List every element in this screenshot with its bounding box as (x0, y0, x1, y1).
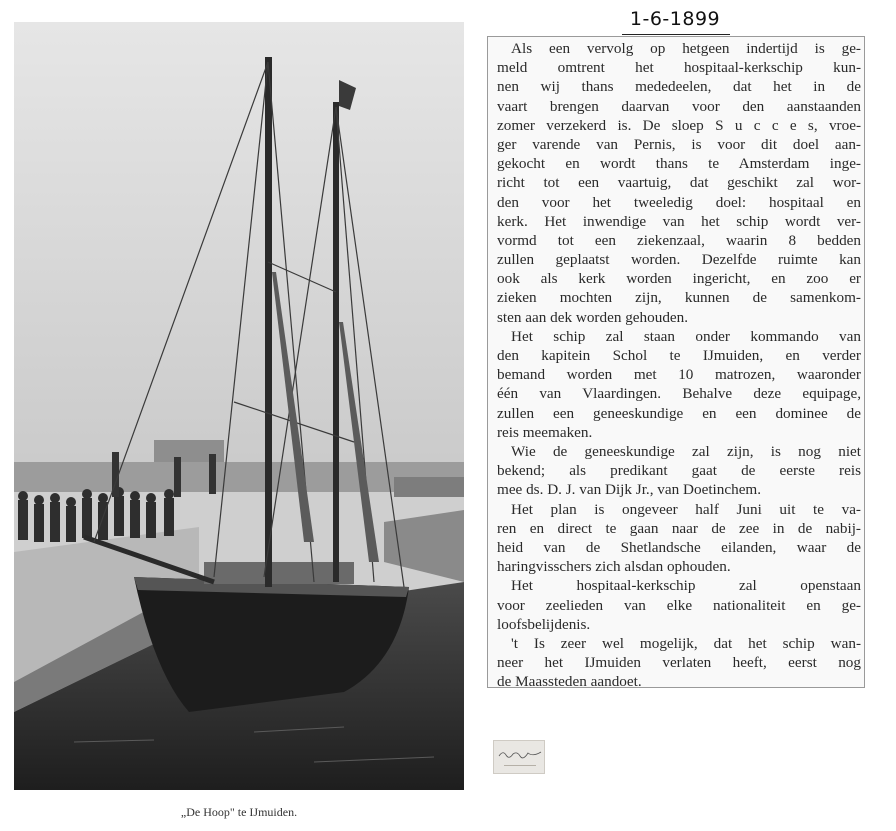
article-line: meld omtrent het hospitaal-kerkschip kun- (497, 59, 861, 77)
article-line: zieken mochten zijn, kunnen de samenkom- (497, 289, 861, 307)
article-line: Het hospitaal-kerkschip zal openstaan (511, 577, 861, 595)
article-line: Wie de geneeskundige zal zijn, is nog niet (511, 442, 861, 460)
stamp-rule (504, 765, 536, 766)
article-line: zomer verzekerd is. De sloep S u c c e s, vroe- (497, 116, 861, 134)
article-line: sten aan dek worden gehouden. (497, 308, 689, 326)
article-line: vormd tot een ziekenzaal, waarin 8 bedden (497, 231, 861, 249)
article-line: neer het IJmuiden verlaten heeft, eerst nog (497, 654, 861, 672)
signature-stamp (493, 740, 545, 774)
article-line: ger varende van Pernis, is voor dit doel aan- (497, 135, 861, 153)
article-line: haringvisschers zich alsdan ophouden. (497, 558, 731, 576)
date-label: 1-6-1899 (629, 8, 721, 30)
article-line: reis meemaken. (497, 423, 593, 441)
photo-caption: „De Hoop" te IJmuiden. (180, 805, 298, 819)
article-line: zullen een geneeskundige en een dominee de (497, 404, 861, 422)
article-line: Als een vervolg op hetgeen indertijd is ge- (511, 40, 861, 57)
article-line: Het schip zal staan onder kommando van (511, 327, 861, 345)
article-line: nen wij thans mededeelen, dat het in de (497, 78, 861, 96)
ship-photo (14, 22, 464, 790)
article-line: heid van de Shetlandsche eilanden, waar de (497, 538, 861, 556)
article-line: één van Vlaardingen. Behalve deze equipage, (497, 385, 861, 403)
article-line: ook als kerk worden ingericht, en zoo er (497, 270, 861, 288)
article-line: bekend; als predikant gaat de eerste reis (497, 462, 861, 480)
article-line: 't Is zeer wel mogelijk, dat het schip wan- (511, 634, 861, 652)
date-underline (622, 34, 730, 35)
article-line: kerk. Het inwendige van het schip wordt ver- (497, 212, 861, 230)
article-line: Het plan is ongeveer half Juni uit te va- (511, 500, 861, 518)
article-line: de Maassteden aandoet. (497, 673, 642, 691)
article-line: gekocht en wordt thans te Amsterdam inge- (497, 155, 861, 173)
article-line: den voor het tweeledig doel: hospitaal en (497, 193, 861, 211)
article-line: den kapitein Schol te IJmuiden, en verder (497, 347, 861, 365)
article-line: bemand worden met 10 matrozen, waaronder (497, 366, 861, 384)
article-line: voor zeelieden van elke nationaliteit en ge- (497, 596, 861, 614)
article-line: ren en direct te gaan naar de zee in de nabij- (497, 519, 861, 537)
sailing-ship-icon (14, 22, 464, 790)
article-line: richt tot een vaartuig, dat geschikt zal wor- (497, 174, 861, 192)
article-line: vaart brengen daarvan voor den aanstaanden (497, 97, 861, 115)
signature-icon (498, 749, 542, 759)
article-line: zullen geplaatst worden. Dezelfde ruimte kan (497, 251, 861, 269)
article-text (497, 39, 861, 691)
article-line: loofsbelijdenis. (497, 615, 591, 633)
article-line: mee ds. D. J. van Dijk Jr., van Doetinchem. (497, 481, 762, 499)
